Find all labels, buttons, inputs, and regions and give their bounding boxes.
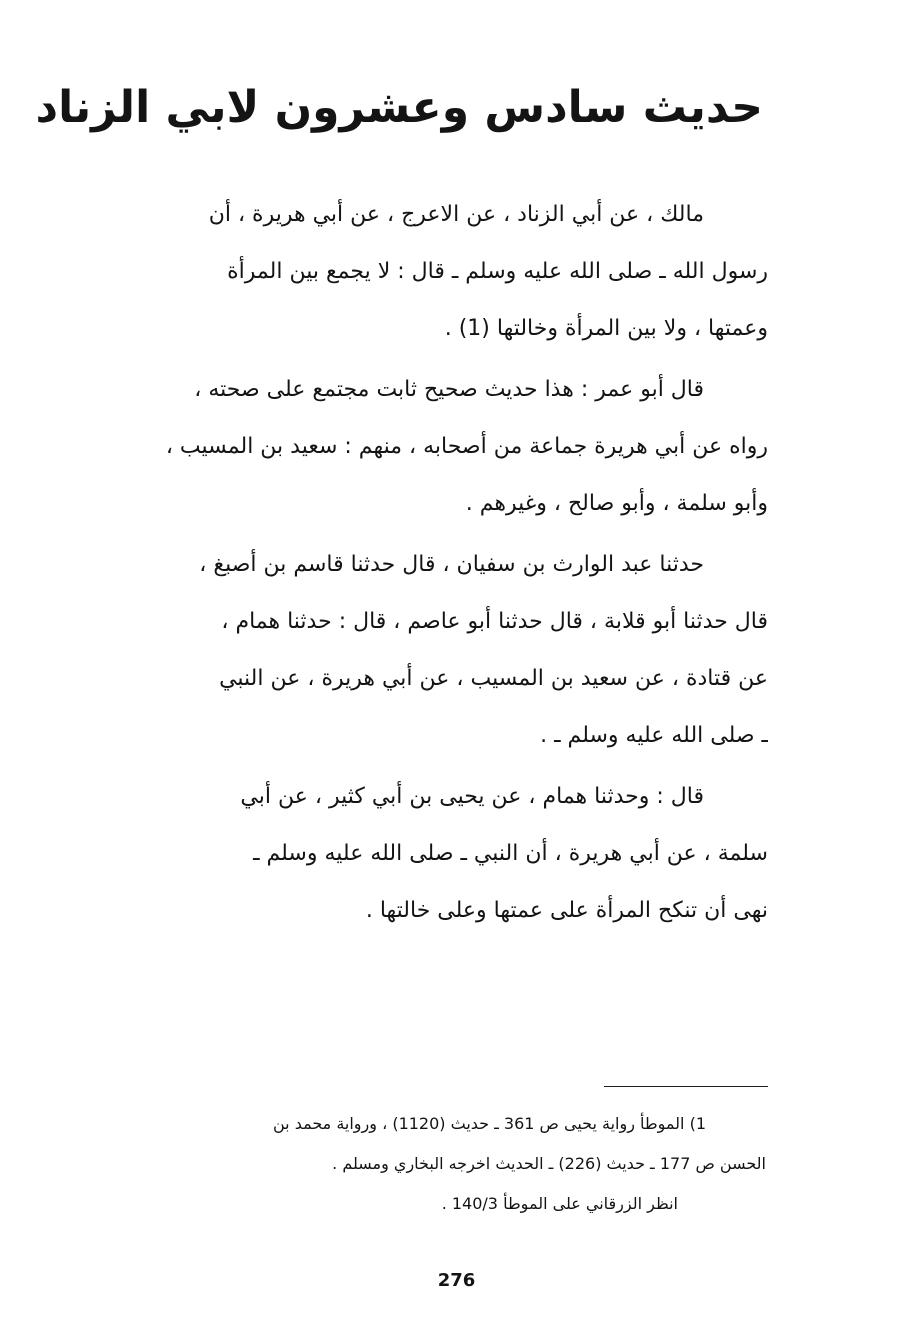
footnote-line: 1) الموطأ رواية يحيى ص 361 ـ حديث (1120) ، ورواية محمد بن xyxy=(272,1114,706,1133)
paragraph-1 xyxy=(118,186,768,357)
text-line: ـ صلى الله عليه وسلم ـ . xyxy=(540,723,768,748)
text-line: رواه عن أبي هريرة جماعة من أصحابه ، منهم : سعيد بن المسيب ، xyxy=(165,434,768,459)
footnote-line: انظر الزرقاني على الموطأ 140/3 . xyxy=(441,1194,678,1213)
paragraph-4 xyxy=(118,768,768,939)
text-line: قال أبو عمر : هذا حديث صحيح ثابت مجتمع على صحته ، xyxy=(194,377,704,402)
text-line: عن قتادة ، عن سعيد بن المسيب ، عن أبي هريرة ، عن النبي xyxy=(219,666,768,691)
text-line: وعمتها ، ولا بين المرأة وخالتها (1) . xyxy=(444,316,768,341)
footnote-line: الحسن ص 177 ـ حديث (226) ـ الحديث اخرجه البخاري ومسلم . xyxy=(332,1154,766,1173)
footnote-divider xyxy=(604,1086,768,1087)
text-line: قال حدثنا أبو قلابة ، قال حدثنا أبو عاصم ، قال : حدثنا همام ، xyxy=(221,609,768,634)
text-line: مالك ، عن أبي الزناد ، عن الاعرج ، عن أبي هريرة ، أن xyxy=(208,202,704,227)
text-line: حدثنا عبد الوارث بن سفيان ، قال حدثنا قاسم بن أصبغ ، xyxy=(199,552,704,577)
text-line: وأبو سلمة ، وأبو صالح ، وغيرهم . xyxy=(465,491,768,516)
paragraph-3 xyxy=(118,536,768,764)
text-line: رسول الله ـ صلى الله عليه وسلم ـ قال : لا يجمع بين المرأة xyxy=(227,259,768,284)
text-line: سلمة ، عن أبي هريرة ، أن النبي ـ صلى الله عليه وسلم ـ xyxy=(253,841,768,866)
chapter-title: حديث سادس وعشرون لابي الزناد xyxy=(35,82,763,133)
text-line: نهى أن تنكح المرأة على عمتها وعلى خالتها . xyxy=(365,898,768,923)
page-number: 276 xyxy=(437,1270,476,1291)
paragraph-2 xyxy=(118,361,768,532)
footnotes xyxy=(120,1104,766,1224)
main-text xyxy=(118,186,768,943)
text-line: قال : وحدثنا همام ، عن يحيى بن أبي كثير ، عن أبي xyxy=(240,784,704,809)
